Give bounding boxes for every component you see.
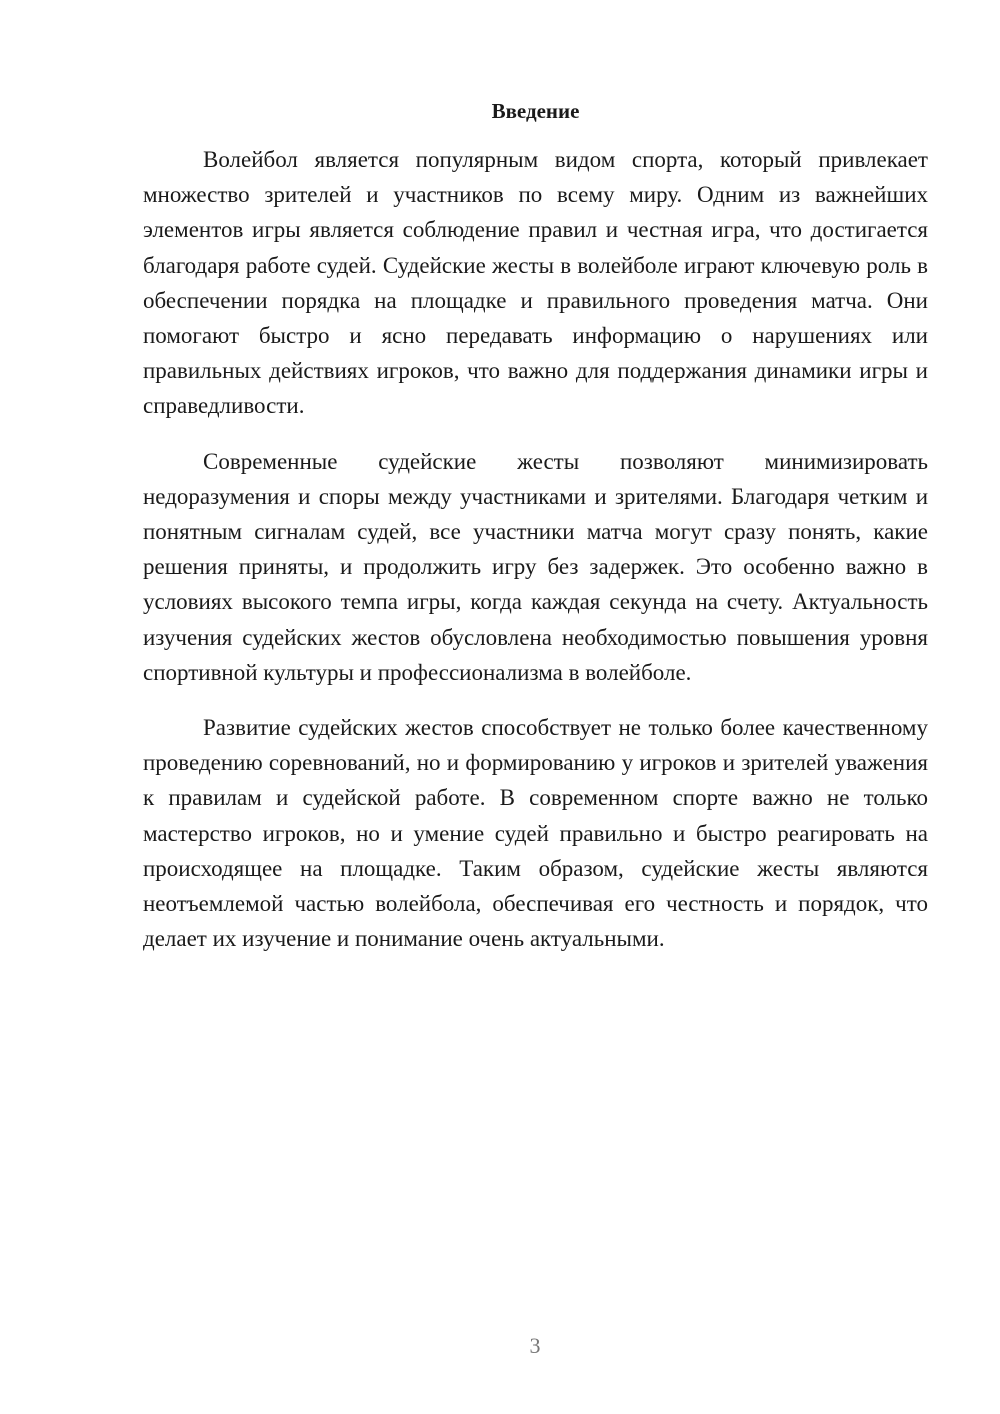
body-text — [143, 142, 928, 976]
page-number: 3 — [529, 1333, 541, 1358]
paragraph-1: Волейбол является популярным видом спорта, который привлекает множество зрителей и участников по всему миру. Одним из важнейших элементов игры является соблюдение правил и честная игра, что достигается благодаря работе судей. Судейские жесты в волейболе играют ключевую роль в обеспечении порядка на площадке и правильного проведения матча. Они помогают быстро и ясно передавать информацию о нарушениях или правильных действиях игроков, что важно для поддержания динамики игры и справедливости. — [143, 147, 928, 419]
paragraph-2: Современные судейские жесты позволяют минимизировать недоразумения и споры между участниками и зрителями. Благодаря четким и понятным сигналам судей, все участники матча могут сразу понять, какие решения приняты, и продолжить игру без задержек. Это особенно важно в условиях высокого темпа игры, когда каждая секунда на счету. Актуальность изучения судейских жестов обусловлена необходимостью повышения уровня спортивной культуры и профессионализма в волейболе. — [143, 448, 928, 685]
section-heading: Введение — [491, 99, 580, 123]
paragraph-3: Развитие судейских жестов способствует не только более качественному проведению соревнований, но и формированию у игроков и зрителей уважения к правилам и судейской работе. В современном спорте важно не только мастерство игроков, но и умение судей правильно и быстро реагировать на происходящее на площадке. Таким образом, судейские жесты являются неотъемлемой частью волейбола, обеспечивая его честность и порядок, что делает их изучение и понимание очень актуальными. — [143, 715, 928, 952]
